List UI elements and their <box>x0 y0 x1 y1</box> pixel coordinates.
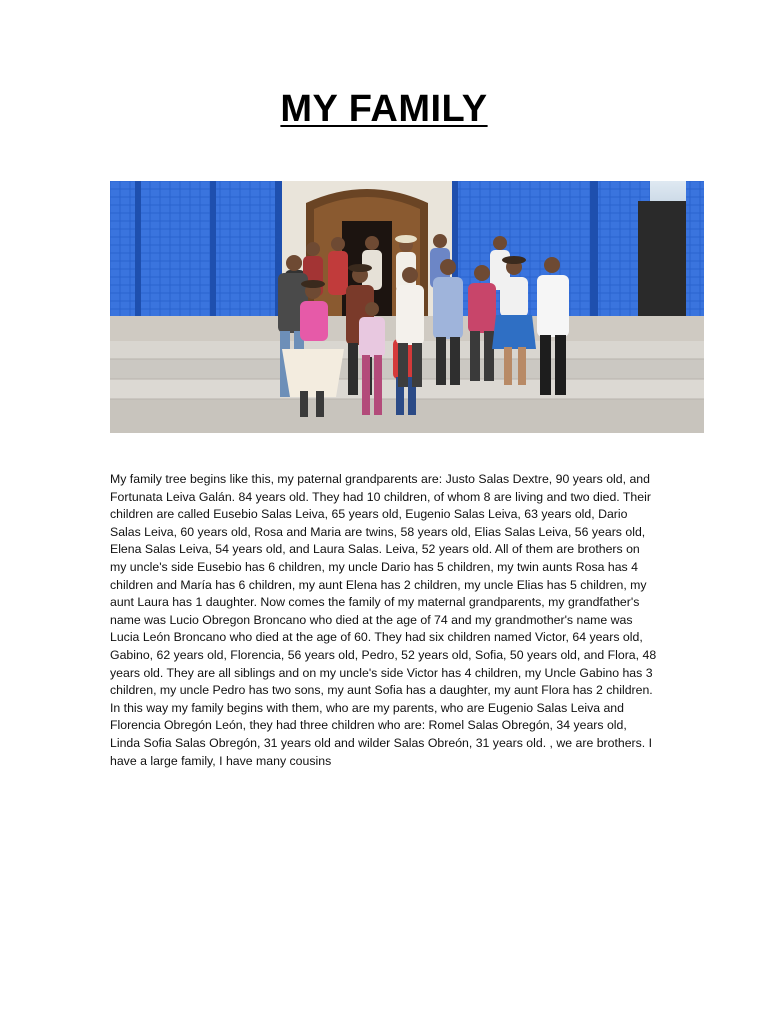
family-photo-icon <box>110 181 704 433</box>
page-title: MY FAMILY <box>280 88 488 130</box>
family-description: My family tree begins like this, my paternal grandparents are: Justo Salas Dextre, 90 years old, and Fortunata Leiva Galán. 84 years old. They had 10 children, of whom 8 are living and two died. Their children are called Eusebio Salas Leiva, 65 years old, Eugenio Salas Leiva, 63 years old, Dario Salas Leiva, 60 years old, Rosa and Maria are twins, 58 years old, Elias Salas Leiva, 56 years old, Elena Salas Leiva, 54 years old, and Laura Salas. Leiva, 52 years old. All of them are brothers on my uncle's side Eusebio has 6 children, my uncle Dario has 5 children, my twin aunts Rosa has 4 children and María has 6 children, my aunt Elena has 2 children, my uncle Elias has 5 children, my aunt Laura has 1 daughter. Now comes the family of my maternal grandparents, my grandfather's name was Lucio Obregon Broncano who died at the age of 74 and my grandmother's name was Lucia León Broncano who died at the age of 60. They had six children named Victor, 64 years old, Gabino, 62 years old, Florencia, 56 years old, Pedro, 52 years old, Sofia, 50 years old, and Flora, 48 years old. They are all siblings and on my uncle's side Victor has 4 children, my Uncle Gabino has 3 children, my uncle Pedro has two sons, my aunt Sofia has a daughter, my aunt Flora has 2 children. In this way my family begins with them, who are my parents, who are Eugenio Salas Leiva and Florencia Obregón León, they had three children who are: Romel Salas Obregón, 34 years old, Linda Sofia Salas Obregón, 31 years old and wilder Salas Obreón, 31 years old. , we are brothers. I have a large family, I have many cousins <box>110 472 657 768</box>
family-photo <box>110 181 704 433</box>
